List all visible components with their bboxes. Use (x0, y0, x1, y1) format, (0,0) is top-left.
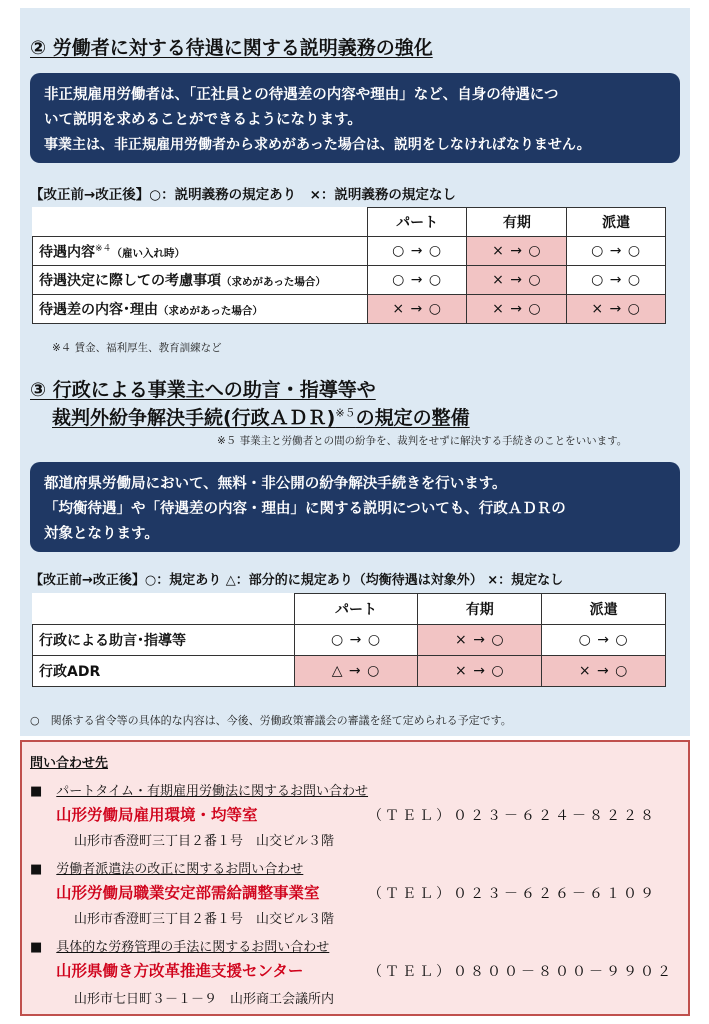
table-cell: × → ○ (418, 655, 542, 686)
contact-tel: （ＴＥＬ）０２３－６２６－６１０９ (368, 886, 657, 902)
contact-office: 山形労働局雇用環境・均等室 (56, 806, 258, 824)
table-cell: ○ → ○ (567, 266, 666, 295)
table-cell: ○ → ○ (294, 624, 418, 655)
table-cell: × → ○ (467, 295, 567, 324)
contact-tel: （ＴＥＬ）０８００－８００－９９０２ (368, 964, 674, 980)
bullet-square-icon: ■ (30, 784, 43, 799)
section3-footnote: ※５ 事業主と労働者との間の紛争を、裁判をせずに解決する手続きのことをいいます。 (217, 435, 628, 447)
table-cell: ○ → ○ (367, 266, 467, 295)
table-row (33, 237, 666, 266)
contact-address: 山形市香澄町三丁目２番１号 山交ビル３階 (74, 834, 335, 849)
section2-box-line: いて説明を求めることができるようになります。 (44, 112, 362, 128)
table-header-row (33, 594, 666, 625)
contact-topic: ■ 労働者派遣法の改正に関するお問い合わせ (30, 862, 304, 877)
contact-tel: （ＴＥＬ）０２３－６２４－８２２８ (368, 808, 657, 824)
table-header-cell: 派遣 (567, 208, 666, 237)
section3-note: ○ 関係する省令等の具体的な内容は、今後、労働政策審議会の審議を経て定められる予定です。 (30, 714, 512, 727)
contact-topic: ■ パートタイム・有期雇用労働法に関するお問い合わせ (30, 784, 369, 799)
contact-address: 山形市七日町３－１－９ 山形商工会議所内 (74, 992, 335, 1007)
table-header-row (33, 208, 666, 237)
table-header-cell: パート (367, 208, 467, 237)
bullet-square-icon: ■ (30, 940, 43, 955)
table-cell: ○ → ○ (567, 237, 666, 266)
table-cell: ○ → ○ (542, 624, 666, 655)
row-label: 行政ADR (33, 655, 295, 686)
table-cell: × → ○ (542, 655, 666, 686)
section2-box-line: 事業主は、非正規雇用労働者から求めがあった場合は、説明をしなければなりません。 (44, 137, 591, 153)
contact-box (20, 740, 690, 1016)
table-cell: × → ○ (467, 237, 567, 266)
section3-box-line: 都道府県労働局において、無料・非公開の紛争解決手続きを行います。 (44, 476, 507, 492)
section3-legend: 【改正前→改正後】○：規定あり △：部分的に規定あり（均衡待遇は対象外） ×：規定なし (30, 573, 564, 588)
contact-office: 山形県働き方改革推進支援センター (56, 962, 304, 980)
contact-office: 山形労働局職業安定部需給調整事業室 (56, 884, 320, 902)
table-row (33, 295, 666, 324)
contact-title: 問い合わせ先 (30, 756, 109, 771)
table-cell: × → ○ (418, 624, 542, 655)
table-header-cell: 有期 (418, 594, 542, 625)
section2-box-line: 非正規雇用労働者は、「正社員との待遇差の内容や理由」など、自身の待遇につ (44, 87, 559, 103)
table-corner (33, 594, 295, 625)
section2-summary-box (30, 73, 680, 163)
table-cell: × → ○ (567, 295, 666, 324)
contact-topic: ■ 具体的な労務管理の手法に関するお問い合わせ (30, 940, 330, 955)
table-row (33, 266, 666, 295)
section3-table (32, 593, 666, 687)
table-cell: ○ → ○ (367, 237, 467, 266)
section3-summary-box (30, 462, 680, 552)
table-cell: × → ○ (467, 266, 567, 295)
section2-note: ※４ 賃金、福利厚生、教育訓練など (52, 342, 222, 354)
section2-table (32, 207, 666, 324)
section3-box-line: 対象となります。 (44, 526, 159, 542)
table-header-cell: パート (294, 594, 418, 625)
row-label: 待遇決定に際しての考慮事項（求めがあった場合） (33, 266, 368, 295)
section3-title-line2: 裁判外紛争解決手続(行政ＡＤＲ)$^{※5}$の規定の整備 (52, 406, 470, 429)
row-label: 行政による助言･指導等 (33, 624, 295, 655)
table-cell: × → ○ (367, 295, 467, 324)
row-label: 待遇内容$^{※4}$（雇い入れ時） (33, 237, 368, 266)
table-row (33, 655, 666, 686)
section3-box-line: 「均衡待遇」や「待遇差の内容・理由」に関する説明についても、行政ＡＤＲの (44, 501, 566, 517)
table-cell: △ → ○ (294, 655, 418, 686)
table-row (33, 624, 666, 655)
table-corner (33, 208, 368, 237)
row-label: 待遇差の内容･理由（求めがあった場合） (33, 295, 368, 324)
table-header-cell: 派遣 (542, 594, 666, 625)
table-header-cell: 有期 (467, 208, 567, 237)
section2-legend: 【改正前→改正後】○：説明義務の規定あり ×：説明義務の規定なし (30, 187, 456, 203)
bullet-square-icon: ■ (30, 862, 43, 877)
section3-title-line1: ③ 行政による事業主への助言・指導等や (30, 379, 376, 401)
contact-address: 山形市香澄町三丁目２番１号 山交ビル３階 (74, 912, 335, 927)
section2-title: ② 労働者に対する待遇に関する説明義務の強化 (30, 37, 433, 59)
